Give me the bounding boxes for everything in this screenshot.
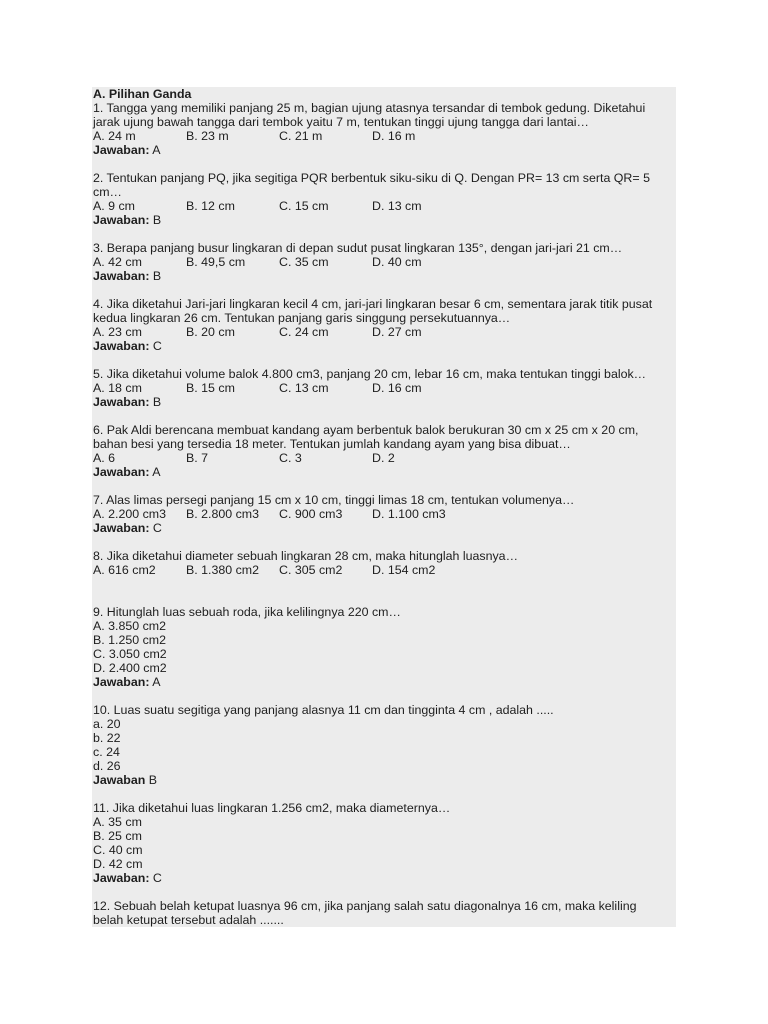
answer-value: B	[149, 395, 162, 409]
option-a: A. 3.850 cm2	[93, 619, 167, 633]
question-1	[93, 101, 676, 157]
question-text: belah ketupat tersebut adalah .......	[93, 913, 284, 927]
option-a: A. 42 cm	[93, 255, 142, 269]
answer-value: A	[149, 465, 161, 479]
answer-label: Jawaban:	[93, 465, 150, 479]
option-c: C. 40 cm	[93, 843, 143, 857]
answer	[93, 213, 676, 227]
question-3	[93, 241, 676, 283]
option-c: C. 15 cm	[279, 199, 329, 213]
answer	[93, 395, 676, 409]
option-a: a. 20	[93, 717, 121, 731]
question-9	[93, 605, 676, 689]
option-a: A. 18 cm	[93, 381, 142, 395]
option-c: c. 24	[93, 745, 120, 759]
question-7	[93, 493, 676, 535]
options-row	[93, 507, 676, 521]
option-d: D. 42 cm	[93, 857, 143, 871]
question-text: 9. Hitunglah luas sebuah roda, jika kelilingnya 220 cm…	[93, 605, 401, 619]
option-b: B. 12 cm	[186, 199, 235, 213]
options-row	[93, 199, 676, 213]
option-d: D. 2	[372, 451, 395, 465]
answer	[93, 269, 676, 283]
option-b: B. 1.380 cm2	[186, 563, 260, 577]
option-b: B. 7	[186, 451, 209, 465]
question-text: 7. Alas limas persegi panjang 15 cm x 10 cm, tinggi limas 18 cm, tentukan volumenya…	[93, 493, 575, 507]
option-b: B. 20 cm	[186, 325, 235, 339]
answer	[93, 339, 676, 353]
answer-value: B	[149, 213, 162, 227]
answer-label: Jawaban:	[93, 675, 150, 689]
option-a: A. 23 cm	[93, 325, 142, 339]
question-2	[93, 171, 676, 227]
answer-label: Jawaban:	[93, 143, 150, 157]
option-a: A. 9 cm	[93, 199, 135, 213]
question-5	[93, 367, 676, 409]
option-c: C. 3.050 cm2	[93, 647, 167, 661]
option-c: C. 21 m	[279, 129, 323, 143]
section-title: A. Pilihan Ganda	[93, 87, 192, 101]
option-d: D. 2.400 cm2	[93, 661, 167, 675]
options-row	[93, 563, 676, 577]
answer-value: B	[149, 269, 162, 283]
options-row	[93, 381, 676, 395]
option-c: C. 13 cm	[279, 381, 329, 395]
option-d: D. 27 cm	[372, 325, 422, 339]
answer-label: Jawaban:	[93, 213, 150, 227]
question-text: 6. Pak Aldi berencana membuat kandang ayam berbentuk balok berukuran 30 cm x 25 cm x 20 cm,	[93, 423, 639, 437]
options-row	[93, 255, 676, 269]
option-b: B. 2.800 cm3	[186, 507, 260, 521]
answer-label: Jawaban:	[93, 339, 150, 353]
answer-value: A	[149, 675, 161, 689]
answer-label: Jawaban:	[93, 395, 150, 409]
option-c: C. 3	[279, 451, 302, 465]
answer	[93, 521, 676, 535]
option-d: D. 16 cm	[372, 381, 422, 395]
option-a: A. 24 m	[93, 129, 136, 143]
question-text: kedua lingkaran 26 cm. Tentukan panjang garis singgung persekutuannya…	[93, 311, 511, 325]
option-d: D. 154 cm2	[372, 563, 436, 577]
option-c: C. 900 cm3	[279, 507, 343, 521]
question-8	[93, 549, 676, 577]
option-a: A. 35 cm	[93, 815, 142, 829]
question-text: jarak ujung bawah tangga dari tembok yaitu 7 m, tentukan tinggi ujung tangga dari lantai…	[93, 115, 589, 129]
option-c: C. 35 cm	[279, 255, 329, 269]
answer	[93, 871, 676, 885]
question-11	[93, 801, 676, 885]
option-a: A. 6	[93, 451, 116, 465]
answer-label: Jawaban:	[93, 521, 150, 535]
option-c: C. 305 cm2	[279, 563, 343, 577]
question-text: 1. Tangga yang memiliki panjang 25 m, bagian ujung atasnya tersandar di tembok gedung. Diketahui	[93, 101, 646, 115]
question-text: bahan besi yang tersedia 18 meter. Tentukan jumlah kandang ayam yang bisa dibuat…	[93, 437, 571, 451]
options-row	[93, 451, 676, 465]
options-row	[93, 129, 676, 143]
answer	[93, 143, 676, 157]
option-b: B. 23 m	[186, 129, 229, 143]
option-b: B. 49,5 cm	[186, 255, 246, 269]
option-b: b. 22	[93, 731, 121, 745]
option-b: B. 25 cm	[93, 829, 142, 843]
option-b: B. 1.250 cm2	[93, 633, 167, 647]
question-text: 8. Jika diketahui diameter sebuah lingkaran 28 cm, maka hitunglah luasnya…	[93, 549, 518, 563]
answer-value: C	[149, 871, 162, 885]
option-d: D. 16 m	[372, 129, 416, 143]
question-10	[93, 703, 676, 787]
answer-label: Jawaban:	[93, 269, 150, 283]
question-text: 2. Tentukan panjang PQ, jika segitiga PQR berbentuk siku-siku di Q. Dengan PR= 13 cm serta QR= 5	[93, 171, 650, 185]
answer-label: Jawaban:	[93, 871, 150, 885]
question-12	[93, 899, 676, 927]
option-a: A. 616 cm2	[93, 563, 156, 577]
option-c: C. 24 cm	[279, 325, 329, 339]
answer-label: Jawaban	[93, 773, 146, 787]
option-d: D. 40 cm	[372, 255, 422, 269]
question-6	[93, 423, 676, 479]
answer	[93, 465, 676, 479]
question-text: 11. Jika diketahui luas lingkaran 1.256 cm2, maka diameternya…	[93, 801, 451, 815]
answer	[93, 773, 676, 787]
option-d: d. 26	[93, 759, 121, 773]
answer-value: C	[149, 339, 162, 353]
option-b: B. 15 cm	[186, 381, 235, 395]
options-row	[93, 325, 676, 339]
option-d: D. 13 cm	[372, 199, 422, 213]
quiz-text-block	[92, 87, 676, 927]
question-text: 5. Jika diketahui volume balok 4.800 cm3, panjang 20 cm, lebar 16 cm, maka tentukan tinggi balok…	[93, 367, 647, 381]
answer-value: B	[145, 773, 158, 787]
question-4	[93, 297, 676, 353]
question-text: 12. Sebuah belah ketupat luasnya 96 cm, jika panjang salah satu diagonalnya 16 cm, maka keliling	[93, 899, 637, 913]
option-a: A. 2.200 cm3	[93, 507, 167, 521]
answer-value: C	[149, 521, 162, 535]
option-d: D. 1.100 cm3	[372, 507, 446, 521]
answer	[93, 675, 676, 689]
question-text: 3. Berapa panjang busur lingkaran di depan sudut pusat lingkaran 135°, dengan jari-jari 21 cm…	[93, 241, 623, 255]
question-text: 4. Jika diketahui Jari-jari lingkaran kecil 4 cm, jari-jari lingkaran besar 6 cm, sementara jarak titik pusat	[93, 297, 653, 311]
answer-value: A	[149, 143, 161, 157]
question-text: cm…	[93, 185, 122, 199]
question-text: 10. Luas suatu segitiga yang panjang alasnya 11 cm dan tingginta 4 cm , adalah .....	[93, 703, 554, 717]
